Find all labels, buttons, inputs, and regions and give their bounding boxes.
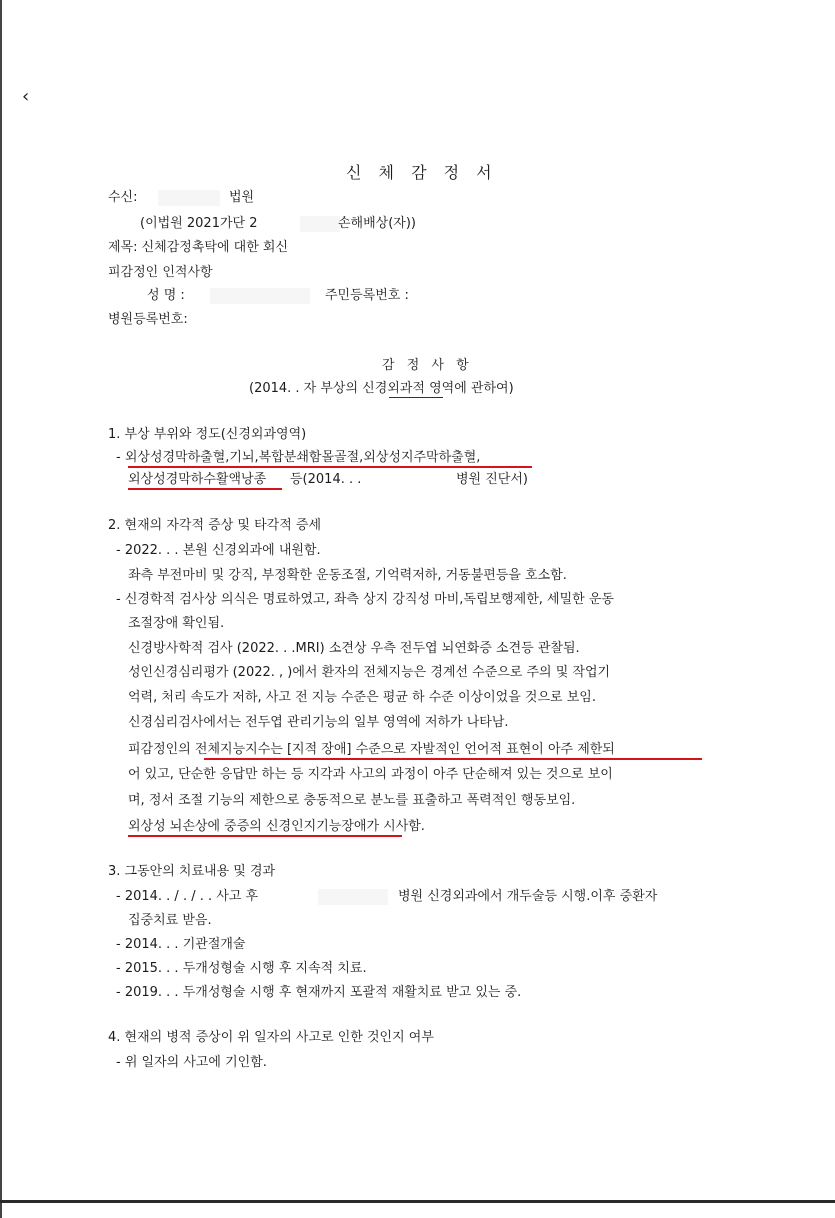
- section-2-line: - 2022. . . 본원 신경외과에 내원함.: [116, 543, 321, 558]
- section-1-source: 병원 진단서): [456, 472, 528, 487]
- section-4-line: - 위 일자의 사고에 기인함.: [116, 1055, 267, 1070]
- section-heading: 감 정 사 항: [382, 358, 473, 373]
- resident-number-label: 주민등록번호 :: [325, 288, 409, 303]
- section-2-line: 며, 정서 조절 기능의 제한으로 충동적으로 분노를 표출하고 폭력적인 행동보임.: [128, 793, 576, 808]
- redaction: [210, 288, 310, 304]
- section-4-title: 4. 현재의 병적 증상이 위 일자의 사고로 인한 것인지 여부: [108, 1030, 434, 1045]
- section-1-title: 1. 부상 부위와 정도(신경외과영역): [108, 427, 307, 442]
- section-3-line: - 2014. . / . / . . 사고 후: [116, 889, 259, 904]
- section-2-line: 신경심리검사에서는 전두엽 관리기능의 일부 영역에 저하가 나타남.: [128, 715, 509, 730]
- section-1-diagnoses: - 외상성경막하출혈,기뇌,복합분쇄함몰골절,외상성지주막하출혈,: [116, 450, 481, 465]
- redaction: [158, 190, 220, 206]
- red-underline: [128, 488, 282, 490]
- section-2-line: 외상성 뇌손상에 중증의 신경인지기능장애가 시사함.: [128, 819, 425, 834]
- scan-bottom-edge: [0, 1200, 835, 1203]
- red-underline: [204, 758, 702, 760]
- underline-mark: [389, 397, 443, 398]
- section-3-line: 집중치료 받음.: [128, 913, 212, 928]
- section-2-line: - 신경학적 검사상 의식은 명료하였고, 좌측 상지 강직성 마비,독립보행제한, 세밀한 운동: [116, 592, 614, 607]
- section-2-line: 좌측 부전마비 및 강직, 부정확한 운동조절, 기억력저하, 거동불편등을 호소함.: [128, 568, 567, 583]
- case-number-prefix: (이법원 2021가단 2: [140, 216, 258, 231]
- section-subheading: (2014. . 자 부상의 신경외과적 영역에 관하여): [249, 381, 514, 396]
- name-label: 성 명 :: [147, 288, 185, 303]
- red-underline: [128, 466, 532, 468]
- case-number-suffix: 손해배상(자)): [338, 216, 417, 231]
- section-3-line-cont: 병원 신경외과에서 개두술등 시행.이후 중환자: [398, 889, 658, 904]
- section-2-line: 억력, 처리 속도가 저하, 사고 전 지능 수준은 평균 하 수준 이상이었을 것으로 보임.: [128, 690, 596, 705]
- recipient-label: 수신:: [108, 190, 138, 205]
- scan-mark: ‹: [22, 86, 30, 107]
- section-2-line: 성인신경심리평가 (2022. , )에서 환자의 전체지능은 경계선 수준으로 주의 및 작업기: [128, 665, 611, 680]
- subject-line: 제목: 신체감정촉탁에 대한 회신: [108, 240, 289, 255]
- section-1-diagnosis-cont: 외상성경막하수활액낭종: [128, 472, 267, 487]
- scan-left-edge: [0, 0, 2, 1218]
- section-1-date: 등(2014. . .: [290, 472, 362, 487]
- redaction: [300, 216, 340, 232]
- redaction: [318, 889, 388, 905]
- section-3-line: - 2015. . . 두개성형술 시행 후 지속적 치료.: [116, 961, 367, 976]
- section-3-line: - 2019. . . 두개성형술 시행 후 현재까지 포괄적 재활치료 받고 있는 중.: [116, 985, 522, 1000]
- recipient-court: 법원: [229, 190, 255, 205]
- section-2-title: 2. 현재의 자각적 증상 및 타각적 증세: [108, 518, 322, 533]
- section-2-line: 조절장애 확인됨.: [128, 616, 225, 631]
- section-3-line: - 2014. . . 기관절개술: [116, 937, 246, 952]
- red-underline: [128, 835, 402, 837]
- section-2-line: 신경방사학적 검사 (2022. . .MRI) 소견상 우측 전두엽 뇌연화증 소견등 관찰됨.: [128, 641, 580, 656]
- section-2-line: 피감정인의 전체지능지수는 [지적 장애] 수준으로 자발적인 언어적 표현이 아주 제한되: [128, 742, 615, 757]
- document-title: 신 체 감 정 서: [346, 163, 498, 182]
- section-3-title: 3. 그동안의 치료내용 및 경과: [108, 864, 276, 879]
- person-info-header: 피감정인 인적사항: [108, 265, 213, 280]
- section-2-line: 어 있고, 단순한 응답만 하는 등 지각과 사고의 과정이 아주 단순해져 있는 것으로 보이: [128, 767, 613, 782]
- hospital-registration-label: 병원등록번호:: [108, 312, 188, 327]
